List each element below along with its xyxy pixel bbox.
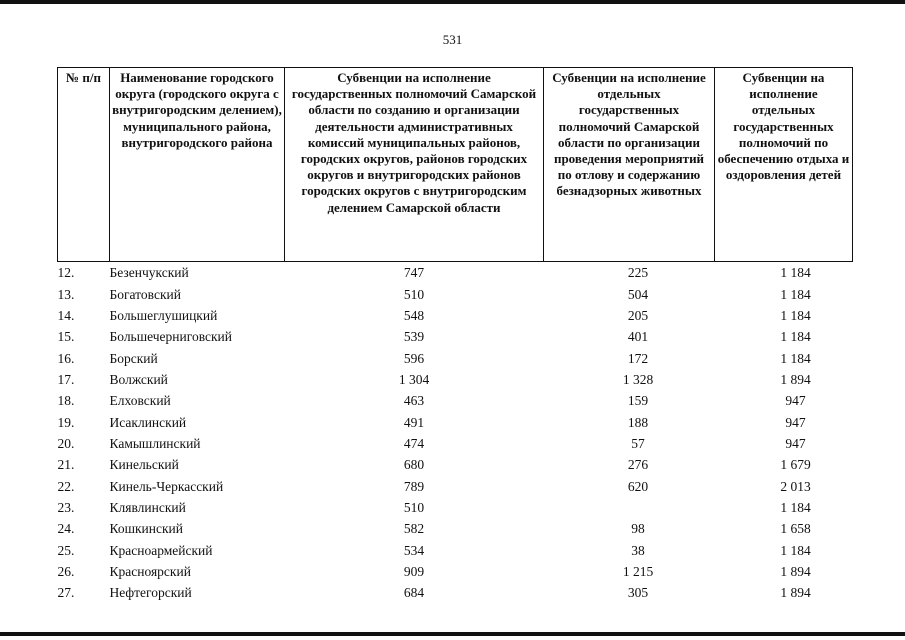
admin-commissions-value-cell: 596 — [403, 350, 425, 366]
table-row — [58, 283, 853, 304]
admin-commissions-value-cell: 534 — [403, 542, 425, 558]
district-name-cell: Нефтегорский — [109, 585, 192, 601]
stray-animals-value-cell: 57 — [631, 435, 645, 451]
row-number-cell: 22. — [57, 478, 75, 494]
stray-animals-value-cell: 225 — [627, 265, 649, 281]
admin-commissions-value-cell: 747 — [403, 265, 425, 281]
top-border-rule — [0, 0, 905, 4]
table-row — [58, 561, 853, 582]
table-body — [58, 262, 853, 604]
child-recreation-value-cell: 1 184 — [780, 265, 811, 281]
table-row — [58, 518, 853, 539]
stray-animals-value-cell: 620 — [627, 478, 649, 494]
row-number-cell: 20. — [57, 435, 75, 451]
row-number-cell: 18. — [57, 393, 75, 409]
admin-commissions-value-cell: 680 — [403, 457, 425, 473]
district-name-cell: Волжский — [109, 371, 168, 387]
table-header — [58, 68, 853, 262]
table-row — [58, 369, 853, 390]
district-name-cell: Большечерниговский — [109, 329, 232, 345]
row-number-cell: 19. — [57, 414, 75, 430]
table-row — [58, 475, 853, 496]
stray-animals-value-cell — [544, 497, 715, 518]
child-recreation-value-cell: 1 184 — [780, 286, 811, 302]
row-number-cell: 15. — [57, 329, 75, 345]
stray-animals-value-cell: 98 — [631, 521, 645, 537]
child-recreation-value-cell: 947 — [785, 414, 806, 430]
district-name-cell: Безенчукский — [109, 265, 189, 281]
admin-commissions-value-cell: 1 304 — [398, 371, 430, 387]
district-name-cell: Борский — [109, 350, 158, 366]
stray-animals-value-cell: 1 328 — [622, 371, 654, 387]
child-recreation-value-cell: 1 679 — [780, 457, 811, 473]
row-number-cell: 16. — [57, 350, 75, 366]
row-number-cell: 17. — [57, 371, 75, 387]
table-row — [58, 582, 853, 603]
admin-commissions-value-cell: 463 — [403, 393, 425, 409]
header-stray-animals-subvention: Субвенции на исполнение отдельных государственных полномочий Самарской области по организации проведения мероприятий по отлову и содержанию безнадзорных животных — [544, 68, 715, 262]
header-number: № п/п — [58, 68, 110, 262]
stray-animals-value-cell: 172 — [627, 350, 649, 366]
stray-animals-value-cell: 188 — [627, 414, 649, 430]
district-name-cell: Большеглушицкий — [109, 307, 218, 323]
stray-animals-value-cell: 401 — [627, 329, 649, 345]
district-name-cell: Камышлинский — [109, 435, 201, 451]
stray-animals-value-cell: 38 — [631, 542, 645, 558]
district-name-cell: Елховский — [109, 393, 171, 409]
header-district-name: Наименование городского округа (городского округа с внутригородским делением), муниципального района, внутригородского района — [110, 68, 285, 262]
district-name-cell: Богатовский — [109, 286, 181, 302]
row-number-cell: 13. — [57, 286, 75, 302]
table-row — [58, 390, 853, 411]
header-row — [58, 68, 853, 262]
table-row — [58, 411, 853, 432]
row-number-cell: 21. — [57, 457, 75, 473]
stray-animals-value-cell: 1 215 — [622, 563, 654, 579]
row-number-cell: 27. — [57, 585, 75, 601]
subventions-table — [57, 67, 853, 604]
child-recreation-value-cell: 1 894 — [780, 585, 811, 601]
admin-commissions-value-cell: 510 — [403, 286, 425, 302]
admin-commissions-value-cell: 684 — [403, 585, 425, 601]
row-number-cell: 14. — [57, 307, 75, 323]
stray-animals-value-cell: 504 — [627, 286, 649, 302]
row-number-cell: 12. — [57, 265, 75, 281]
child-recreation-value-cell: 1 894 — [780, 563, 811, 579]
row-number-cell: 26. — [57, 563, 75, 579]
stray-animals-value-cell: 159 — [627, 393, 649, 409]
admin-commissions-value-cell: 539 — [403, 329, 425, 345]
child-recreation-value-cell: 1 894 — [780, 371, 811, 387]
admin-commissions-value-cell: 510 — [403, 499, 425, 515]
admin-commissions-value-cell: 474 — [403, 435, 425, 451]
child-recreation-value-cell: 1 184 — [780, 329, 811, 345]
admin-commissions-value-cell: 789 — [403, 478, 425, 494]
child-recreation-value-cell: 947 — [785, 435, 806, 451]
child-recreation-value-cell: 2 013 — [780, 478, 811, 494]
district-name-cell: Клявлинский — [109, 499, 186, 515]
admin-commissions-value-cell: 491 — [403, 414, 425, 430]
row-number-cell: 23. — [57, 499, 75, 515]
row-number-cell: 25. — [57, 542, 75, 558]
stray-animals-value-cell: 276 — [627, 457, 649, 473]
district-name-cell: Исаклинский — [109, 414, 187, 430]
stray-animals-value-cell: 305 — [627, 585, 649, 601]
child-recreation-value-cell: 947 — [785, 393, 806, 409]
page-number: 531 — [442, 32, 463, 47]
admin-commissions-value-cell: 909 — [403, 563, 425, 579]
stray-animals-value-cell: 205 — [627, 307, 649, 323]
child-recreation-value-cell: 1 658 — [780, 521, 811, 537]
table-row — [58, 262, 853, 284]
child-recreation-value-cell: 1 184 — [780, 542, 811, 558]
table-row — [58, 347, 853, 368]
district-name-cell: Красноярский — [109, 563, 191, 579]
child-recreation-value-cell: 1 184 — [780, 307, 811, 323]
table-row — [58, 433, 853, 454]
row-number-cell: 24. — [57, 521, 75, 537]
district-name-cell: Красноармейский — [109, 542, 213, 558]
district-name-cell: Кинель-Черкасский — [109, 478, 224, 494]
child-recreation-value-cell: 1 184 — [780, 350, 811, 366]
table-row — [58, 305, 853, 326]
header-admin-commissions-subvention: Субвенции на исполнение государственных полномочий Самарской области по созданию и организации деятельности административных комиссий муниципальных районов, городских округов, районов городских округов и внутригородских районов городских округов с внутригородским делением Самарской области — [285, 68, 544, 262]
bottom-border-rule — [0, 632, 905, 636]
table-row — [58, 326, 853, 347]
district-name-cell: Кинельский — [109, 457, 179, 473]
admin-commissions-value-cell: 548 — [403, 307, 425, 323]
header-child-recreation-subvention: Субвенции на исполнение отдельных государственных полномочий по обеспечению отдыха и оздоровления детей — [715, 68, 853, 262]
table-row — [58, 497, 853, 518]
table-row — [58, 539, 853, 560]
admin-commissions-value-cell: 582 — [403, 521, 425, 537]
table-row — [58, 454, 853, 475]
child-recreation-value-cell: 1 184 — [780, 499, 811, 515]
district-name-cell: Кошкинский — [109, 521, 183, 537]
